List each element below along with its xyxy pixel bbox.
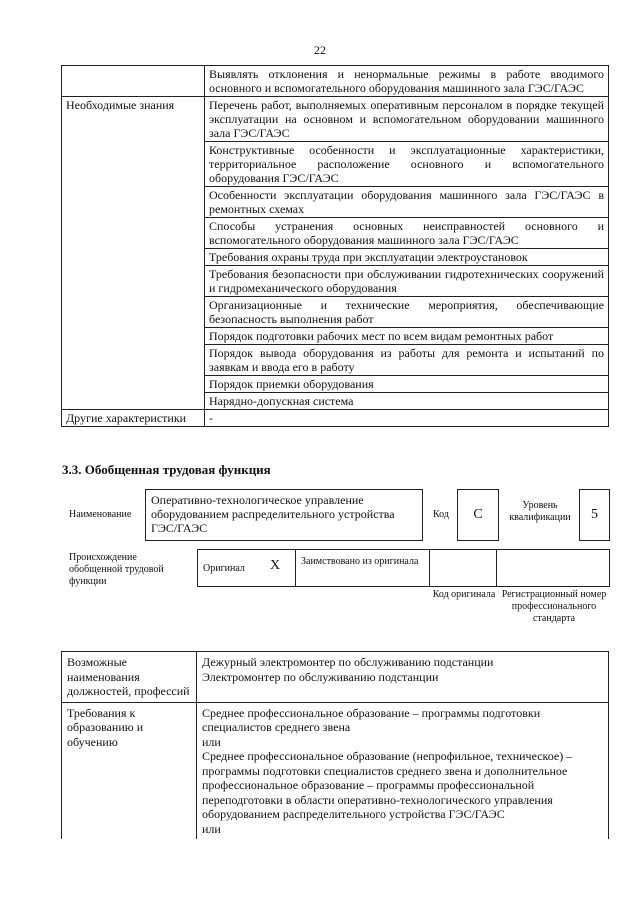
function-name-value: Оперативно-технологическое управление оборудованием распределительного устройства ГЭС/ГАЭС	[145, 489, 423, 541]
knowledge-item: Нарядно-допускная система	[205, 393, 609, 410]
code-value: C	[457, 489, 499, 541]
knowledge-item: Требования безопасности при обслуживании гидротехнических сооружений и гидромеханического оборудования	[205, 266, 609, 297]
skill-item: Выявлять отклонения и ненормальные режимы в работе вводимого основного и вспомогательного оборудования машинного зала ГЭС/ГАЭС	[205, 66, 609, 97]
position-item: Дежурный электромонтер по обслуживанию подстанции	[202, 655, 494, 669]
education-item: или	[202, 821, 221, 836]
knowledge-item: Способы устранения основных неисправностей основного и вспомогательного оборудования машинного зала ГЭС/ГАЭС	[205, 218, 609, 249]
education-label: Требования к образованию и обучению	[62, 702, 197, 839]
position-item: Электромонтер по обслуживанию подстанции	[202, 669, 439, 684]
name-label: Наименование	[69, 509, 132, 520]
empty-label-cell	[62, 66, 205, 97]
origin-borrowed-cell	[296, 550, 430, 586]
origin-label: Происхождение обобщенной трудовой функции	[69, 552, 164, 587]
qualification-level-label: Уровень квалификации	[509, 500, 571, 523]
positions-education-table	[61, 651, 609, 839]
table-row	[62, 410, 609, 427]
table-row	[62, 97, 609, 142]
knowledge-label: Необходимые знания	[62, 97, 205, 410]
origin-row	[197, 549, 610, 587]
knowledge-item: Порядок приемки оборудования	[205, 376, 609, 393]
education-item: Среднее профессиональное образование (непрофильное, техническое) – программы подготовки специалистов среднего звена и дополнительное профессиональное образование – программы профессиональной переподготовки в области оперативно-технологического управления оборудованием распределительного устройства ГЭС/ГАЭС	[202, 749, 573, 821]
knowledge-item: Организационные и технические мероприятия, обеспечивающие безопасность выполнения работ	[205, 297, 609, 328]
knowledge-item: Перечень работ, выполняемых оперативным персоналом в порядке текущей эксплуатации на основном и вспомогательном оборудовании машинного зала ГЭС/ГАЭС	[205, 97, 609, 142]
registration-number-caption: Регистрационный номер профессионального стандарта	[501, 589, 607, 624]
table-row	[62, 66, 609, 97]
positions-label: Возможные наименования должностей, профессий	[62, 652, 197, 703]
other-characteristics-value: -	[205, 410, 609, 427]
knowledge-item: Порядок вывода оборудования из работы для ремонта и испытаний по заявкам и ввода его в работу	[205, 345, 609, 376]
knowledge-item: Особенности эксплуатации оборудования машинного зала ГЭС/ГАЭС в ремонтных схемах	[205, 187, 609, 218]
origin-reg-number-cell	[497, 550, 609, 586]
positions-cell	[197, 652, 609, 703]
education-item: Среднее профессиональное образование – программы подготовки специалистов среднего звена	[202, 705, 541, 734]
skills-knowledge-table	[61, 65, 609, 427]
original-mark: X	[270, 558, 281, 573]
education-cell	[197, 702, 609, 839]
education-item: или	[202, 734, 221, 749]
page-number: 22	[314, 43, 326, 57]
table-row	[62, 652, 609, 703]
knowledge-item: Конструктивные особенности и эксплуатационные характеристики, территориальное расположение основного и вспомогательного оборудования ГЭС/ГАЭС	[205, 142, 609, 187]
origin-code-cell	[430, 550, 497, 586]
original-label: Оригинал	[203, 563, 245, 574]
knowledge-item: Требования охраны труда при эксплуатации электроустановок	[205, 249, 609, 266]
other-characteristics-label: Другие характеристики	[62, 410, 205, 427]
code-label: Код	[433, 509, 449, 520]
section-heading: 3.3. Обобщенная трудовая функция	[62, 462, 271, 477]
original-code-caption: Код оригинала	[432, 589, 496, 600]
origin-original-cell	[198, 550, 296, 586]
qualification-level-value: 5	[579, 489, 610, 541]
knowledge-item: Порядок подготовки рабочих мест по всем видам ремонтных работ	[205, 328, 609, 345]
table-row	[62, 702, 609, 839]
borrowed-label: Заимствовано из оригинала	[301, 556, 419, 567]
